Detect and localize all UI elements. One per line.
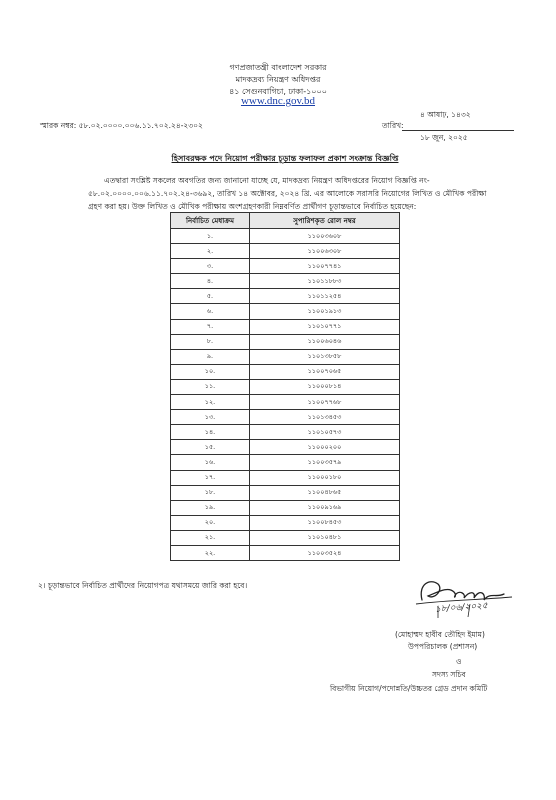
signatory-and: ও <box>456 657 462 666</box>
merit-position-cell: ১. <box>171 229 250 244</box>
table-row <box>171 304 400 319</box>
header-gov: গণপ্রজাতন্ত্রী বাংলাদেশ সরকার <box>229 63 327 72</box>
table-row <box>171 425 400 440</box>
table-row <box>171 455 400 470</box>
roll-number-cell: ১১০০৭৭৬৮ <box>250 395 400 410</box>
merit-position-cell: ২১. <box>171 530 250 545</box>
table-row <box>171 259 400 274</box>
merit-position-cell: ২০. <box>171 515 250 530</box>
merit-position-cell: ১৮. <box>171 485 250 500</box>
roll-number-cell: ১১০১১৮৮৩ <box>250 274 400 289</box>
roll-number-cell: ১১০০০১৮০ <box>250 470 400 485</box>
merit-position-cell: ১৬. <box>171 455 250 470</box>
roll-number-cell: ১১০০৮৪৫৩ <box>250 515 400 530</box>
roll-number-cell: ১১০১১২৫৪ <box>250 289 400 304</box>
roll-number-cell: ১১০১৩৮৫৮ <box>250 349 400 364</box>
roll-number-cell: ১১০০৭৭৪১ <box>250 259 400 274</box>
roll-number-cell: ১১০০৭০৬৫ <box>250 364 400 379</box>
merit-position-cell: ১১. <box>171 379 250 394</box>
roll-number-cell: ১১০০৯১৬৯ <box>250 500 400 515</box>
table-row <box>171 410 400 425</box>
header-address: ৪১ সেগুনবাগিচা, ঢাকা-১০০০ <box>229 87 327 96</box>
signatory-role: সদস্য সচিব <box>432 670 466 679</box>
roll-number-cell: ১১০১৩৪৫৩ <box>250 410 400 425</box>
date-divider <box>402 130 514 131</box>
table-row <box>171 470 400 485</box>
table-row <box>171 319 400 334</box>
merit-position-cell: ১৩. <box>171 410 250 425</box>
merit-position-cell: ১৫. <box>171 440 250 455</box>
signatory-designation: উপপরিচালক (প্রশাসন) <box>408 642 478 651</box>
roll-number-cell: ১১০১০৭৭১ <box>250 319 400 334</box>
roll-number-cell: ১১০১০৫৭৩ <box>250 425 400 440</box>
merit-position-cell: ১৯. <box>171 500 250 515</box>
roll-number-cell: ১১০০০২০০ <box>250 440 400 455</box>
merit-position-cell: ১৭. <box>171 470 250 485</box>
roll-number-cell: ১১০০০৮১৪ <box>250 379 400 394</box>
point-2: ২। চূড়ান্তভাবে নির্বাচিত প্রার্থীদের নিয়োগপত্র যথাসময়ে জারি করা হবে। <box>38 581 248 590</box>
table-row <box>171 274 400 289</box>
table-row <box>171 395 400 410</box>
table-header-row <box>171 213 400 229</box>
merit-position-cell: ৩. <box>171 259 250 274</box>
merit-position-cell: ৯. <box>171 349 250 364</box>
table-row <box>171 530 400 545</box>
table-row <box>171 229 400 244</box>
merit-position-cell: ৪. <box>171 274 250 289</box>
memo-number: স্মারক নম্বর: ৫৮.০২.০০০০.০০৬.১১.৭০২.২৪-২৩০২ <box>40 121 203 130</box>
merit-position-cell: ২২. <box>171 545 250 560</box>
table-row <box>171 349 400 364</box>
signature-date: ১৮/০৬/২০২৫ <box>434 601 489 615</box>
intro-line-2: ৫৮.০২.০০০০.০০৬.১১.৭০২.২৪-৩৬৯২, তারিখ ১৪ অক্টোবর, ২০২৪ খ্রি. এর আলোকে সরাসরি নিয়োগের লিখিত ও মৌখিক পরীক্ষা <box>88 189 487 198</box>
roll-number-cell: ১১০০৩৫২৪ <box>250 545 400 560</box>
date-english: ১৮ জুন, ২০২৫ <box>420 133 468 142</box>
merit-position-cell: ১৪. <box>171 425 250 440</box>
table-row <box>171 244 400 259</box>
table-row <box>171 485 400 500</box>
results-table <box>170 212 400 561</box>
subject-line: হিসাবরক্ষক পদে নিয়োগ পরীক্ষার চূড়ান্ত ফলাফল প্রকাশ সংক্রান্ত বিজ্ঞপ্তি <box>171 154 399 163</box>
header-merit-position: নির্বাচিত মেধাক্রম <box>171 213 250 229</box>
merit-position-cell: ২. <box>171 244 250 259</box>
roll-number-cell: ১১০০৩৬০৮ <box>250 229 400 244</box>
date-label: তারিখ: <box>382 121 404 130</box>
website-link[interactable]: www.dnc.gov.bd <box>240 95 316 107</box>
roll-number-cell: ১১০০৩৫৭৯ <box>250 455 400 470</box>
table-row <box>171 515 400 530</box>
table-row <box>171 545 400 560</box>
table-row <box>171 364 400 379</box>
roll-number-cell: ১১০০৬৩০৮ <box>250 244 400 259</box>
roll-number-cell: ১১০০৪৮৬৫ <box>250 485 400 500</box>
signatory-name: (মোহাম্মদ হাবীব তৌহিদ ইমাম) <box>395 630 485 639</box>
roll-number-cell: ১১০০১৯১৩ <box>250 304 400 319</box>
table-row <box>171 289 400 304</box>
header-dept: মাদকদ্রব্য নিয়ন্ত্রণ অধিদপ্তর <box>235 75 321 84</box>
roll-number-cell: ১১০০৬০৪৬ <box>250 334 400 349</box>
signatory-committee: বিভাগীয় নিয়োগ/পদোন্নতি/উচ্চতর গ্রেড প্রদান কমিটি <box>330 684 488 693</box>
date-bangla: ৪ আষাঢ়, ১৪৩২ <box>420 110 471 119</box>
merit-position-cell: ৭. <box>171 319 250 334</box>
merit-position-cell: ১০. <box>171 364 250 379</box>
table-row <box>171 379 400 394</box>
table-row <box>171 500 400 515</box>
intro-line-1: এতদ্বারা সংশ্লিষ্ট সকলের অবগতির জন্য জানানো যাচ্ছে যে, মাদকদ্রব্য নিয়ন্ত্রণ অধিদপ্তরের নিয়োগ বিজ্ঞপ্তি নং- <box>104 176 430 185</box>
merit-position-cell: ১২. <box>171 395 250 410</box>
merit-position-cell: ৬. <box>171 304 250 319</box>
roll-number-cell: ১১০১০৪৮১ <box>250 530 400 545</box>
table-row <box>171 440 400 455</box>
merit-position-cell: ৮. <box>171 334 250 349</box>
intro-line-3: গ্রহণ করা হয়। উক্ত লিখিত ও মৌখিক পরীক্ষায় অংশগ্রহণকারী নিম্নবর্ণিত প্রার্থীগণ চূড়ান্তভাবে নির্বাচিত হয়েছেন: <box>88 202 417 211</box>
header-roll-number: সুপারিশকৃত রোল নম্বর <box>250 213 400 229</box>
merit-position-cell: ৫. <box>171 289 250 304</box>
table-row <box>171 334 400 349</box>
